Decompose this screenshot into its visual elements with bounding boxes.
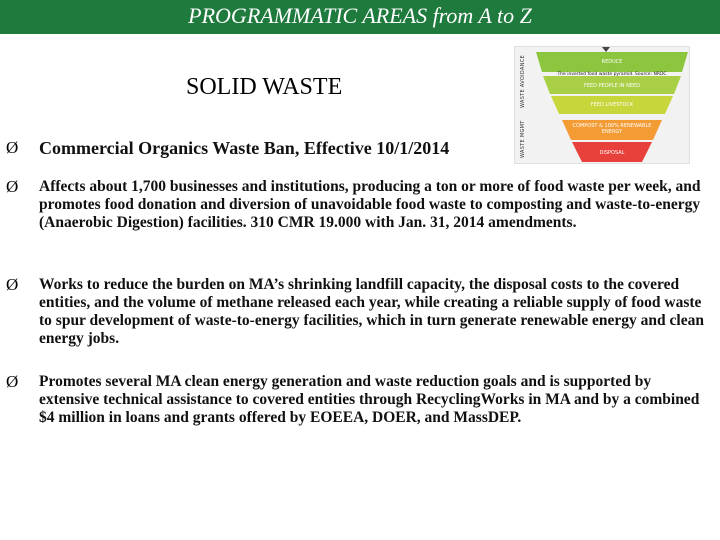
- bullet-marker: Ø: [6, 138, 19, 157]
- bullet-works-to-reduce: Works to reduce the burden on MA’s shrinking landfill capacity, the disposal costs to the covered entities, and the volume of methane released each year, while creating a reliable supply of food waste to spur development of waste-to-energy facilities, which in turn generate renewable energy and clean energy jobs.: [39, 276, 704, 347]
- bullet-affects: Affects about 1,700 businesses and institutions, producing a ton or more of food waste per week, and promotes food donation and diversion of unavoidable food waste to composting and waste-to-energy (Anaerobic Digestion) facilities. 310 CMR 19.000 with Jan. 31, 2014 amendments.: [39, 178, 701, 231]
- tier-label-disposal: DISPOSAL: [599, 150, 625, 156]
- bullet-promotes: Promotes several MA clean energy generation and waste reduction goals and is supported by extensive technical assistance to covered entities through RecyclingWorks in MA and by a combined $4 million in loans and grants offered by EOEEA, DOER, and MassDEP.: [39, 373, 700, 426]
- bullet-marker: Ø: [6, 372, 19, 391]
- page-title: PROGRAMMATIC AREAS from A to Z: [188, 3, 532, 28]
- tier-label-feed-people: FEED PEOPLE IN NEED: [583, 83, 640, 89]
- bullet-marker: Ø: [6, 177, 19, 196]
- tier-label-compost: COMPOST & 100% RENEWABLE ENERGY: [572, 123, 652, 135]
- bullet-ban-headline: Commercial Organics Waste Ban, Effective 10/1/2014: [39, 138, 450, 158]
- pyramid-side-label-management: WASTE MGMT: [520, 120, 526, 158]
- header-bar: [0, 0, 720, 34]
- pyramid-side-label-avoidance: WASTE AVOIDANCE: [520, 55, 526, 108]
- tier-label-reduce: REDUCE: [601, 59, 623, 65]
- tier-label-feed-livestock: FEED LIVESTOCK: [590, 102, 634, 108]
- bullet-marker: Ø: [6, 275, 19, 294]
- section-title: SOLID WASTE: [186, 74, 343, 100]
- pyramid-caption: The inverted food waste pyramid. Source: NRDC: [557, 72, 667, 77]
- dark-arrow-icon: [602, 47, 610, 52]
